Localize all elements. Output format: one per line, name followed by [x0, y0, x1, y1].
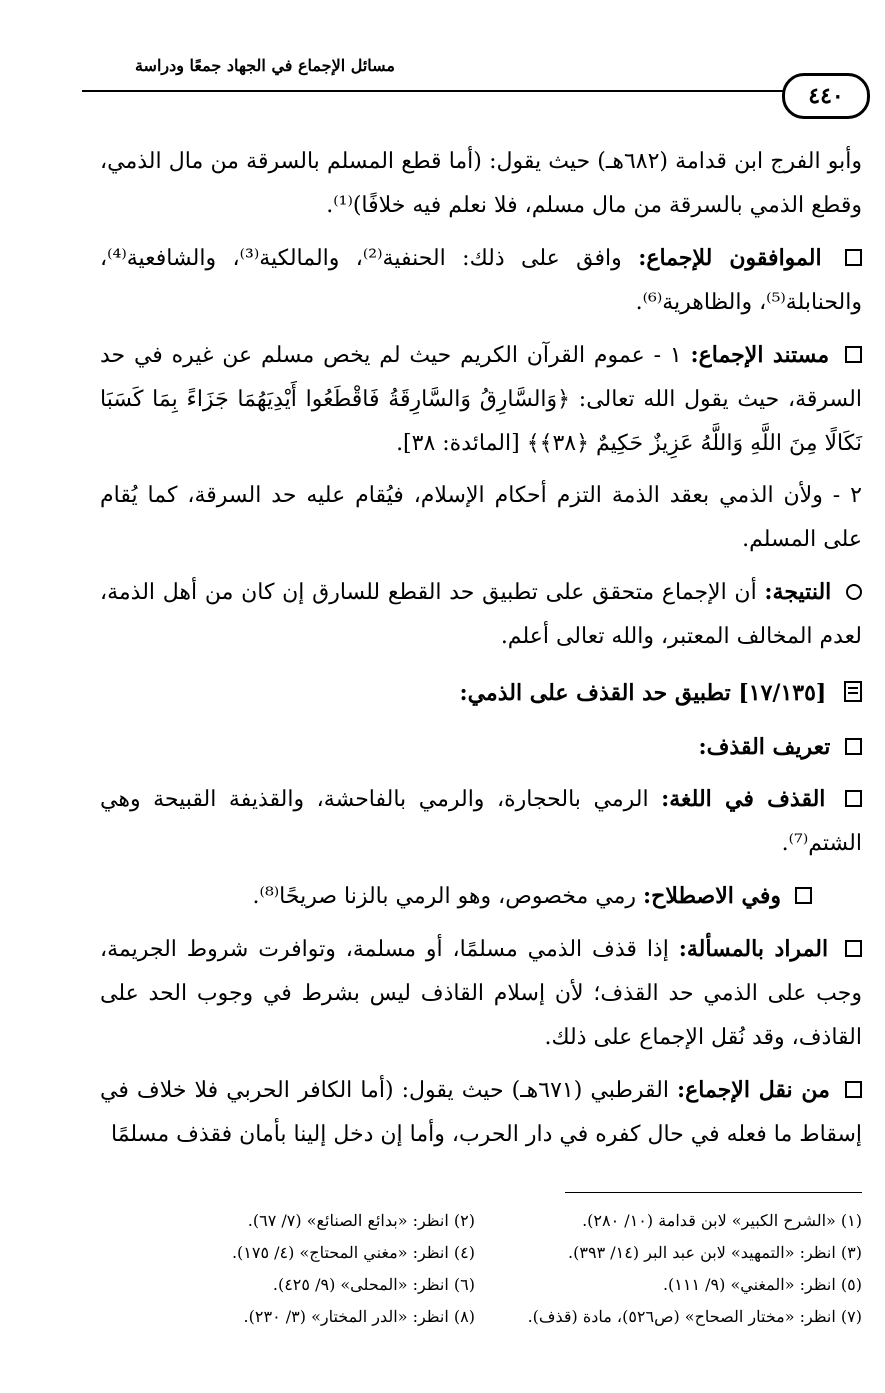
footnote-3: (٣) انظر: «التمهيد» لابن عبد البر (١٤/ ٣٩٣).: [568, 1243, 862, 1262]
section-heading: [100, 671, 862, 715]
footnote-5: (٥) انظر: «المغني» (٩/ ١١١).: [662, 1275, 862, 1294]
footnote-8: (٨) انظر: «الدر المختار» (٣/ ٢٣٠).: [243, 1307, 475, 1326]
text-linguistic: الرمي بالحجارة، والرمي بالفاحشة، والقذيفة القبيحة وهي الشتم⁽⁷⁾.: [100, 787, 862, 856]
definition-heading: تعريف القذف:: [698, 734, 831, 760]
paragraph-definition-heading: [100, 725, 862, 769]
main-text: [100, 140, 862, 1165]
running-header-title: مسائل الإجماع في الجهاد جمعًا ودراسة: [134, 56, 395, 75]
paragraph-reason-two: ٢ - ولأن الذمي بعقد الذمة التزم أحكام الإسلام، فيُقام عليه حد السرقة، كما يُقام على المسلم.: [100, 483, 862, 552]
section-title: [١٧/١٣٥] تطبيق حد القذف على الذمي:: [459, 680, 827, 706]
label-technical: وفي الاصطلاح:: [643, 883, 781, 909]
footnote-2: (٢) انظر: «بدائع الصنائع» (٧/ ٦٧).: [247, 1211, 475, 1230]
header-rule: [82, 90, 802, 92]
page-number: ٤٤٠: [808, 83, 844, 109]
paragraph-linguistic: [100, 777, 862, 866]
paragraph-ibn-qudamah: وأبو الفرج ابن قدامة (٦٨٢هـ) حيث يقول: (أما قطع المسلم بالسرقة من مال الذمي، وقطع الذمي بالسرقة من مال مسلم، فلا نعلم فيه خلافًا)⁽¹⁾.: [100, 149, 863, 218]
footnote-rule: [565, 1192, 862, 1193]
text-agreeing: وافق على ذلك: الحنفية⁽²⁾، والمالكية⁽³⁾، والشافعية⁽⁴⁾، والحنابلة⁽⁵⁾، والظاهرية⁽⁶⁾.: [100, 246, 862, 315]
label-transmitters: من نقل الإجماع:: [677, 1077, 830, 1103]
paragraph-intended: [100, 927, 862, 1060]
square-bullet-icon: [845, 738, 862, 755]
footnote-7: (٧) انظر: «مختار الصحاح» (ص٥٢٦)، مادة (قذف).: [527, 1307, 862, 1326]
text-technical: رمي مخصوص، وهو الرمي بالزنا صريحًا⁽⁸⁾.: [252, 884, 637, 909]
text-transmitters: القرطبي (٦٧١هـ) حيث يقول: (أما الكافر الحربي فلا خلاف في إسقاط ما فعله في حال كفره في دار الحرب، وأما إن دخل إلينا بأمان فقذف مسلمًا: [100, 1078, 862, 1147]
square-bullet-icon: [845, 790, 862, 807]
footnotes: [100, 1206, 862, 1332]
square-bullet-icon: [795, 887, 812, 904]
label-result: النتيجة:: [764, 579, 832, 605]
text-basis: ١ - عموم القرآن الكريم حيث لم يخص مسلم عن غيره في حد السرقة، حيث يقول الله تعالى: ﴿وَالسَّارِقُ وَالسَّارِقَةُ فَاقْطَعُوا أَيْدِيَهُمَا جَزَاءً بِمَا كَسَبَا نَكَالًا مِنَ اللَّهِ وَاللَّهُ عَزِيزٌ حَكِيمٌ ﴿٣٨﴾﴾ [المائدة: ٣٨].: [100, 343, 862, 456]
paragraph-technical: [100, 874, 862, 919]
circle-bullet-icon: [846, 584, 862, 600]
footnote-6: (٦) انظر: «المحلى» (٩/ ٤٢٥).: [272, 1275, 475, 1294]
label-agreeing: الموافقون للإجماع:: [638, 245, 822, 271]
label-intended: المراد بالمسألة:: [678, 936, 829, 962]
label-basis: مستند الإجماع:: [690, 342, 830, 368]
paragraph-result: [100, 570, 862, 659]
square-bullet-icon: [845, 249, 862, 266]
footnote-4: (٤) انظر: «مغني المحتاج» (٤/ ١٧٥).: [231, 1243, 475, 1262]
text-result: أن الإجماع متحقق على تطبيق حد القطع للسارق إن كان من أهل الذمة، لعدم المخالف المعتبر، والله تعالى أعلم.: [100, 580, 862, 649]
footnote-1: (١) «الشرح الكبير» لابن قدامة (١٠/ ٢٨٠).: [582, 1211, 862, 1230]
document-icon: [844, 681, 862, 702]
paragraph-basis: [100, 333, 862, 466]
paragraph-transmitters: [100, 1068, 862, 1157]
paragraph-agreeing: [100, 236, 862, 325]
square-bullet-icon: [845, 346, 862, 363]
page-number-badge: [782, 73, 870, 119]
label-linguistic: القذف في اللغة:: [661, 786, 826, 812]
square-bullet-icon: [845, 940, 862, 957]
square-bullet-icon: [845, 1081, 862, 1098]
text-intended: إذا قذف الذمي مسلمًا، أو مسلمة، وتوافرت شروط الجريمة، وجب على الذمي حد القذف؛ لأن إسلام القاذف ليس بشرط في وجوب الحد على القاذف، وقد نُقل الإجماع على ذلك.: [100, 937, 862, 1050]
